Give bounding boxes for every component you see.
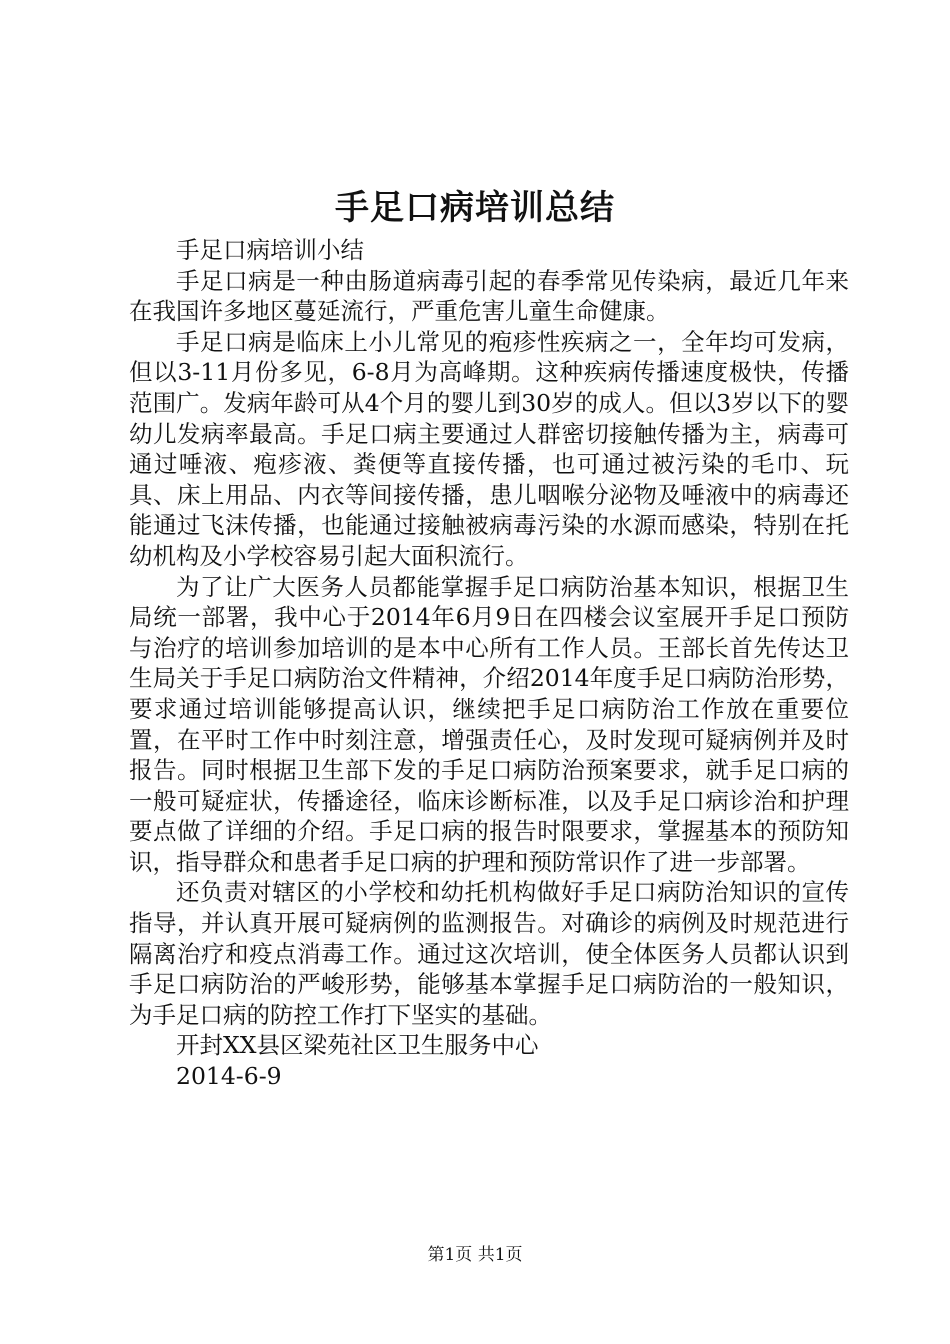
intro-paragraph: 手足口病是一种由肠道病毒引起的春季常见传染病，最近几年来在我国许多地区蔓延流行，严重危害儿童生命健康。 [129, 266, 849, 326]
document-body [129, 235, 849, 1092]
document-date: 2014-6-9 [176, 1062, 282, 1091]
subtitle-paragraph: 手足口病培训小结 [176, 236, 364, 264]
conclusion-paragraph: 还负责对辖区的小学校和幼托机构做好手足口病防治知识的宣传指导，并认真开展可疑病例的监测报告。对确诊的病例及时规范进行隔离治疗和疫点消毒工作。通过这次培训，使全体医务人员都认识到手足口病防治的严峻形势，能够基本掌握手足口病防治的一般知识，为手足口病的防控工作打下坚实的基础。 [129, 878, 849, 1029]
organization-signature: 开封XX县区梁苑社区卫生服务中心 [176, 1031, 539, 1060]
disease-description-paragraph: 手足口病是临床上小儿常见的疱疹性疾病之一，全年均可发病，但以3-11月份多见，6-8月为高峰期。这种疾病传播速度极快，传播范围广。发病年龄可从4个月的婴儿到30岁的成人。但以3岁以下的婴幼儿发病率最高。手足口病主要通过人群密切接触传播为主，病毒可通过唾液、疱疹液、粪便等直接传播，也可通过被污染的毛巾、玩具、床上用品、内衣等间接传播，患儿咽喉分泌物及唾液中的病毒还能通过飞沫传播，也能通过接触被病毒污染的水源而感染，特别在托幼机构及小学校容易引起大面积流行。 [129, 327, 849, 570]
training-details-paragraph: 为了让广大医务人员都能掌握手足口病防治基本知识，根据卫生局统一部署，我中心于2014年6月9日在四楼会议室展开手足口预防与治疗的培训参加培训的是本中心所有工作人员。王部长首先传达卫生局关于手足口病防治文件精神，介绍2014年度手足口病防治形势，要求通过培训能够提高认识，继续把手足口病防治工作放在重要位置，在平时工作中时刻注意，增强责任心，及时发现可疑病例并及时报告。同时根据卫生部下发的手足口病防治预案要求，就手足口病的一般可疑症状，传播途径，临床诊断标准，以及手足口病诊治和护理要点做了详细的介绍。手足口病的报告时限要求，掌握基本的预防知识，指导群众和患者手足口病的护理和预防常识作了进一步部署。 [129, 572, 849, 876]
page-number-footer: 第1页 共1页 [427, 1245, 523, 1265]
document-title: 手足口病培训总结 [335, 188, 615, 228]
